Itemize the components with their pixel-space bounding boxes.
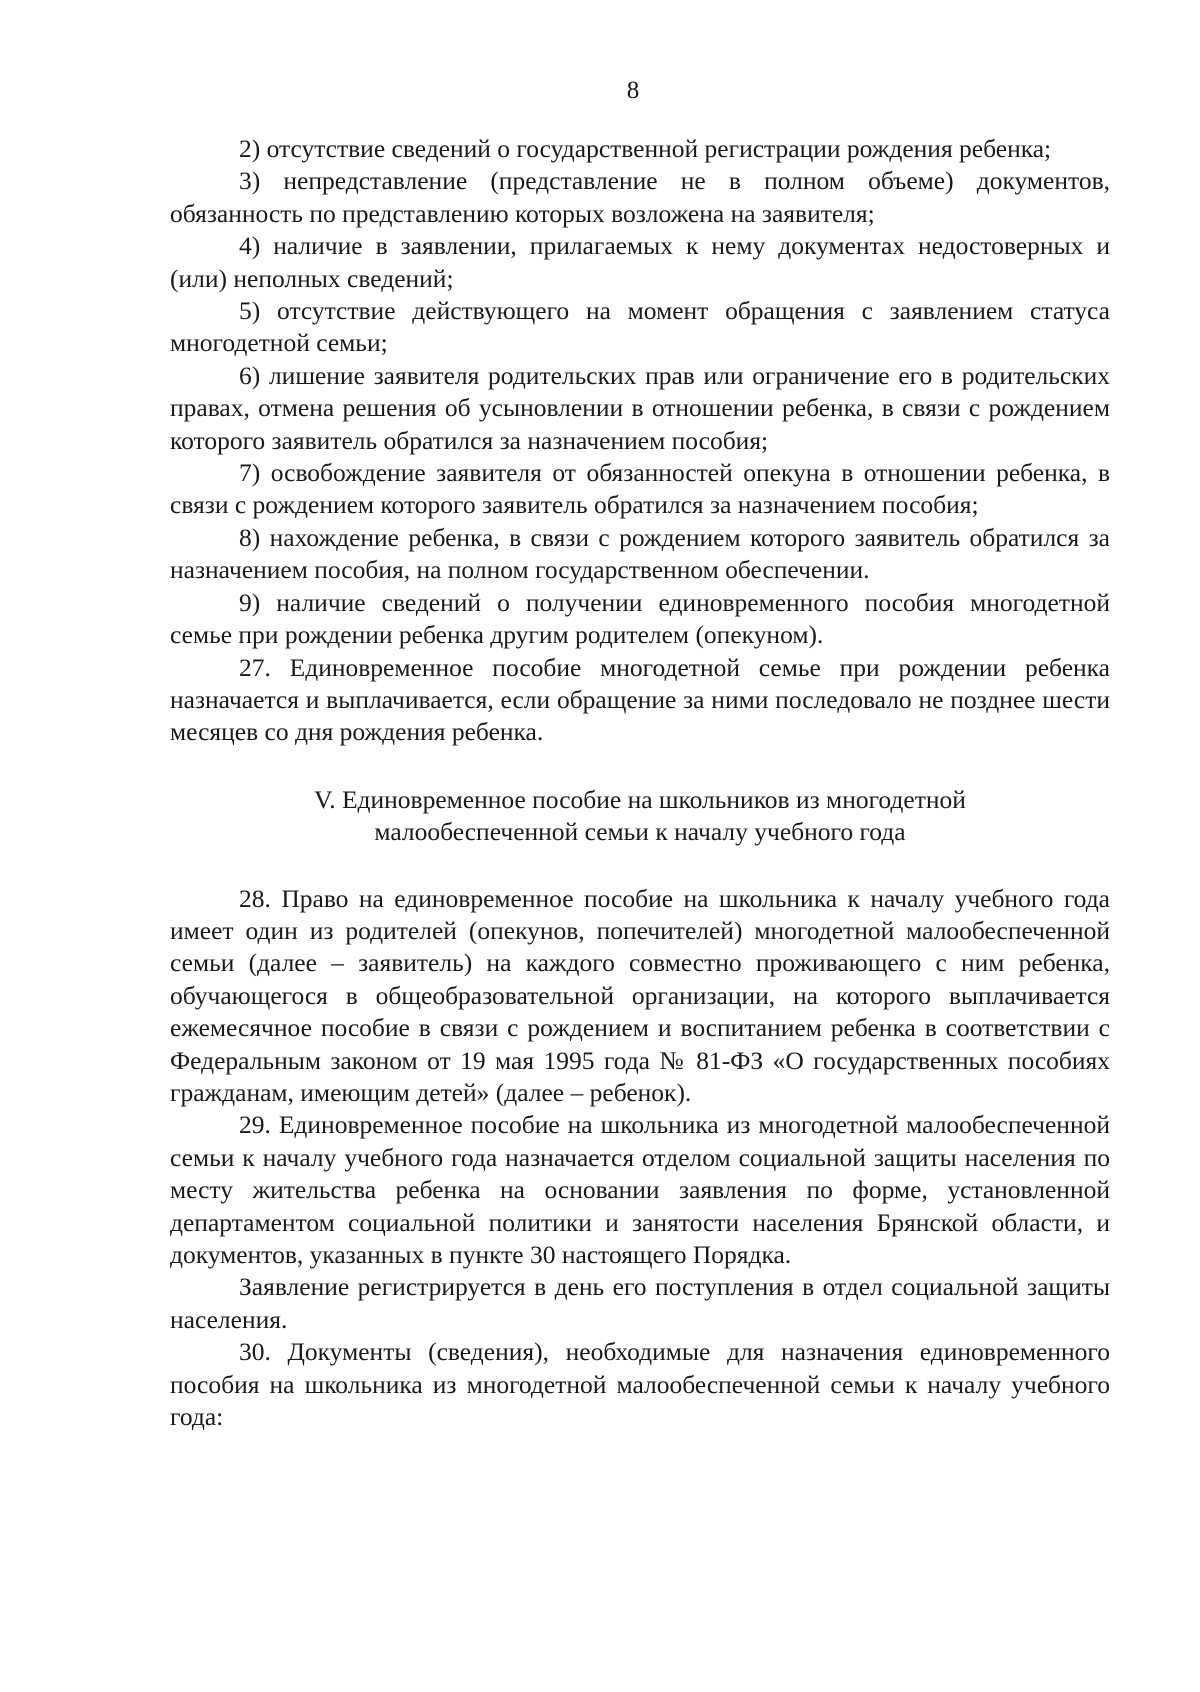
- paragraph: 30. Документы (сведения), необходимые для назначения единовременного пособия на школьника из многодетной малообеспеченной семьи к началу учебного года:: [170, 1337, 1110, 1432]
- paragraph: 4) наличие в заявлении, прилагаемых к нему документах недостоверных и (или) неполных сведений;: [170, 231, 1110, 293]
- paragraph: 27. Единовременное пособие многодетной семье при рождении ребенка назначается и выплачивается, если обращение за ними последовало не позднее шести месяцев со дня рождения ребенка.: [170, 652, 1110, 747]
- paragraph: 6) лишение заявителя родительских прав или ограничение его в родительских правах, отмена решения об усыновлении в отношении ребенка, в связи с рождением которого заявитель обратился за назначением пособия;: [170, 360, 1110, 455]
- paragraph: 28. Право на единовременное пособие на школьника к началу учебного года имеет один из родителей (опекунов, попечителей) многодетной малообеспеченной семьи (далее – заявитель) на каждого совместно проживающего с ним ребенка, обучающегося в общеобразовательной организации, на которого выплачивается ежемесячное пособие в связи с рождением и воспитанием ребенка в соответствии с Федеральным законом от 19 мая 1995 года № 81-ФЗ «О государственных пособиях гражданам, имеющим детей» (далее – ребенок).: [170, 883, 1110, 1107]
- paragraph: 7) освобождение заявителя от обязанностей опекуна в отношении ребенка, в связи с рождением которого заявитель обратился за назначением пособия;: [170, 458, 1110, 520]
- section-heading-line: малообеспеченной семьи к началу учебного года: [374, 817, 906, 847]
- paragraph: 3) непредставление (представление не в полном объеме) документов, обязанность по представлению которых возложена на заявителя;: [170, 166, 1110, 228]
- paragraph: 8) нахождение ребенка, в связи с рождением которого заявитель обратился за назначением пособия, на полном государственном обеспечении.: [170, 522, 1110, 585]
- paragraph: 2) отсутствие сведений о государственной регистрации рождения ребенка;: [239, 134, 1052, 163]
- document-body: [170, 133, 1110, 1433]
- paragraph: 29. Единовременное пособие на школьника из многодетной малообеспеченной семьи к началу учебного года назначается отделом социальной защиты населения по месту жительства ребенка на основании заявления по форме, установленной департаментом социальной политики и занятости населения Брянской области, и документов, указанных в пункте 30 настоящего Порядка.: [170, 1110, 1110, 1269]
- paragraph: 9) наличие сведений о получении единовременного пособия многодетной семье при рождении ребенка другим родителем (опекуном).: [170, 587, 1110, 650]
- page-number: 8: [626, 77, 640, 104]
- section-heading-line: V. Единовременное пособие на школьников из многодетной: [314, 784, 966, 814]
- paragraph: Заявление регистрируется в день его поступления в отдел социальной защиты населения.: [170, 1272, 1110, 1334]
- paragraph: 5) отсутствие действующего на момент обращения с заявлением статуса многодетной семьи;: [170, 296, 1110, 358]
- section-heading: [170, 784, 1110, 849]
